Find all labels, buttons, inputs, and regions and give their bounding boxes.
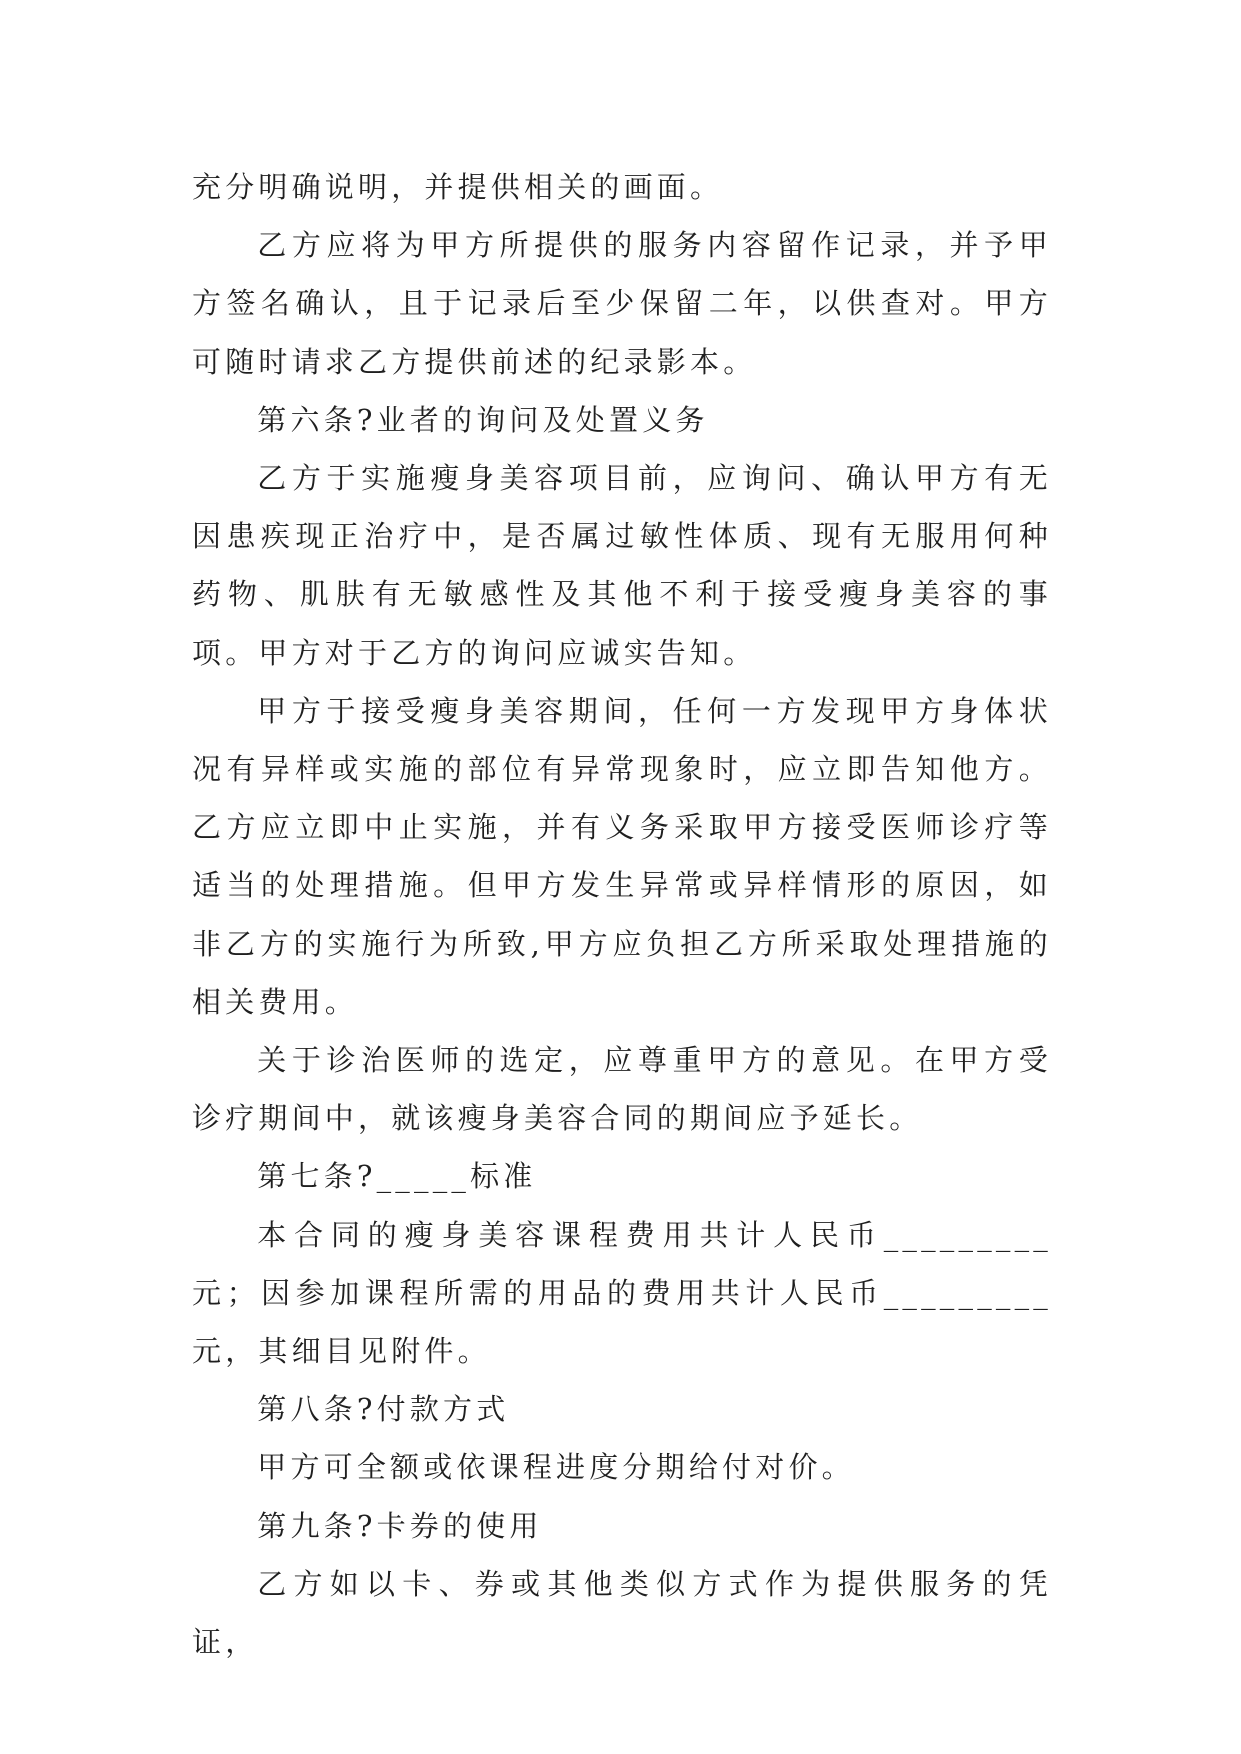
- paragraph: 充分明确说明，并提供相关的画面。: [192, 170, 724, 204]
- paragraph: 乙方应将为甲方所提供的服务内容留作记录，并予甲方签名确认，且于记录后至少保留二年，以供查对。甲方可随时请求乙方提供前述的纪录影本。: [192, 228, 1052, 379]
- article-heading: 第九条?卡券的使用: [257, 1508, 543, 1543]
- document-body: [192, 158, 1052, 1671]
- paragraph: 关于诊治医师的选定，应尊重甲方的意见。在甲方受诊疗期间中，就该瘦身美容合同的期间应予延长。: [192, 1043, 1052, 1136]
- paragraph: 甲方于接受瘦身美容期间，任何一方发现甲方身体状况有异样或实施的部位有异常现象时，应立即告知他方。乙方应立即中止实施，并有义务采取甲方接受医师诊疗等适当的处理措施。但甲方发生异常或异样情形的原因，如非乙方的实施行为所致,甲方应负担乙方所采取处理措施的相关费用。: [192, 693, 1052, 1019]
- article-heading: 第六条?业者的询问及处置义务: [257, 402, 709, 437]
- article-heading: 第七条?_____标准: [257, 1159, 537, 1194]
- paragraph: 本合同的瘦身美容课程费用共计人民币_________元；因参加课程所需的用品的费用共计人民币_________元，其细目见附件。: [192, 1217, 1052, 1369]
- paragraph: 乙方如以卡、券或其他类似方式作为提供服务的凭证，: [192, 1566, 1052, 1660]
- paragraph: 甲方可全额或依课程进度分期给付对价。: [257, 1450, 855, 1485]
- article-heading: 第八条?付款方式: [257, 1392, 510, 1427]
- paragraph: 乙方于实施瘦身美容项目前，应询问、确认甲方有无因患疾现正治疗中，是否属过敏性体质、现有无服用何种药物、肌肤有无敏感性及其他不利于接受瘦身美容的事项。甲方对于乙方的询问应诚实告知。: [192, 461, 1052, 670]
